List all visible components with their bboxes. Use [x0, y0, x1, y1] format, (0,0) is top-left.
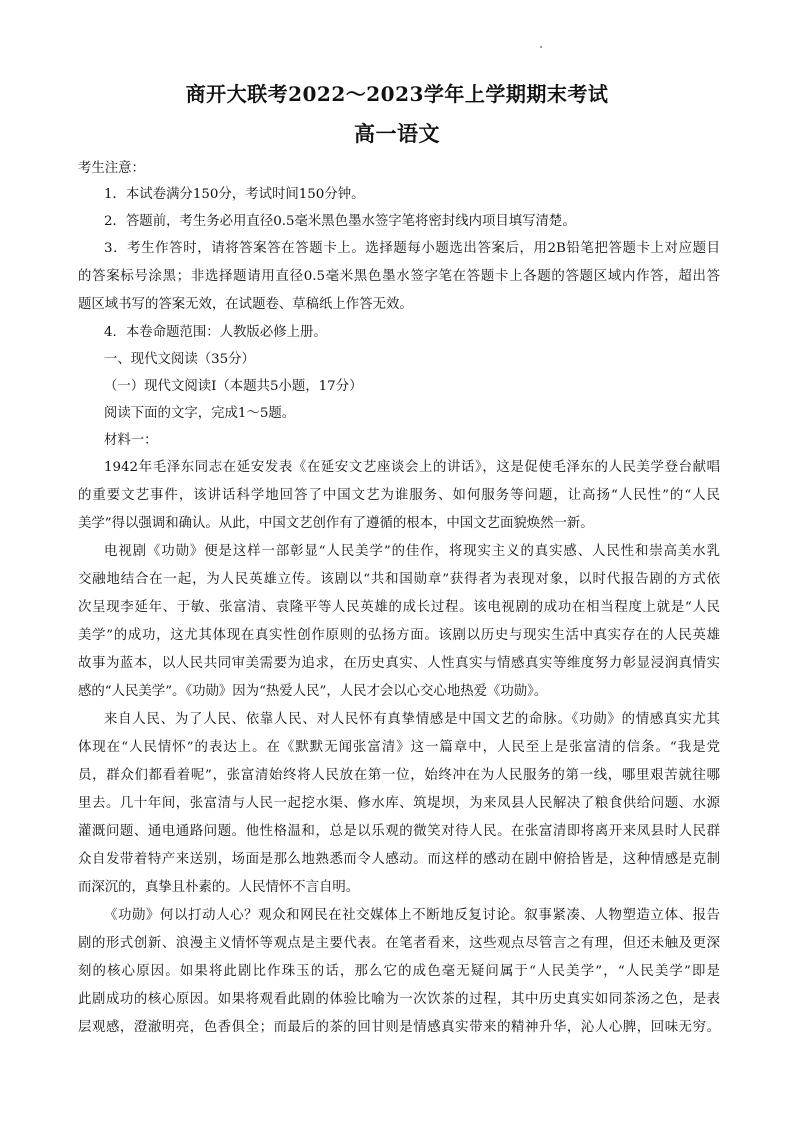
exam-title: 商开大联考2022～2023学年上学期期末考试: [185, 82, 609, 106]
passage-line: 来自人民、为了人民、依靠人民、对人民怀有真挚情感是中国文艺的命脉。《功勋》的情感真实尤其: [104, 712, 720, 727]
note-item-1: 1．本试卷满分150分，考试时间150分钟。: [104, 187, 365, 202]
scan-mark: [540, 46, 542, 48]
note-item-3-line: 的答案标号涂黑；非选择题请用直径0.5毫米黑色墨水签字笔在答题卡上各题的答题区域内作答，超出答: [78, 269, 720, 284]
passage-line: 交融地结合在一起，为人民英雄立传。该剧以“共和国勋章”获得者为表现对象，以时代报告剧的方式依: [78, 572, 720, 587]
passage-line: 体现在“人民情怀”的表达上。在《默默无闻张富清》这一篇章中，人民至上是张富清的信条。“我是党: [78, 740, 720, 755]
subsection-heading: （一）现代文阅读Ⅰ（本题共5小题，17分）: [104, 379, 363, 394]
note-item-3-line: 题区域书写的答案无效，在试题卷、草稿纸上作答无效。: [78, 297, 413, 312]
passage-line: 的重要文艺事件，该讲话科学地回答了中国文艺为谁服务、如何服务等问题，让高扬“人民性”的“人民: [78, 488, 720, 503]
passage-line: 层观感，澄澈明亮，色香俱全；而最后的茶的回甘则是情感真实带来的精神升华，沁人心脾，回味无穷。: [78, 1020, 720, 1035]
passage-line: 次呈现李延年、于敏、张富清、袁隆平等人民英雄的成长过程。该电视剧的成功在相当程度上就是“人民: [78, 600, 720, 615]
passage-line: 灌溉问题、通电通路问题。他性格温和，总是以乐观的微笑对待人民。在张富清即将离开来凤县时人民群: [78, 824, 720, 839]
passage-line: 此剧成功的核心原因。如果将观看此剧的体验比喻为一次饮茶的过程，其中历史真实如同茶汤之色，是表: [78, 992, 720, 1007]
passage-line: 感的“人民美学”。《功勋》因为“热爱人民”，人民才会以心交心地热爱《功勋》。: [78, 684, 548, 699]
passage-line: 众自发带着特产来送别，场面是那么地熟悉而令人感动。而这样的感动在剧中俯拾皆是，这种情感是克制: [78, 852, 720, 867]
passage-line: 故事为蓝本，以人民共同审美需要为追求，在历史真实、人性真实与情感真实等维度努力彰显浸润真情实: [78, 656, 720, 671]
notes-heading: 考生注意：: [78, 161, 145, 176]
passage-line: 里去。几十年间，张富清与人民一起挖水渠、修水库、筑堤坝，为来凤县人民解决了粮食供给问题、水源: [78, 796, 720, 811]
passage-line: 员，群众们都看着呢”，张富清始终将人民放在第一位，始终冲在为人民服务的第一线，哪里艰苦就往哪: [78, 768, 720, 783]
material-label: 材料一：: [104, 433, 158, 448]
passage-line: 《功勋》何以打动人心？观众和网民在社交媒体上不断地反复讨论。叙事紧凑、人物塑造立体、报告: [104, 908, 720, 923]
passage-line: 电视剧《功勋》便是这样一部彰显“人民美学”的佳作，将现实主义的真实感、人民性和崇高美水乳: [104, 544, 720, 559]
passage-line: 美学”的成功，这尤其体现在真实性创作原则的弘扬方面。该剧以历史与现实生活中真实存在的人民英雄: [78, 628, 720, 643]
passage-line: 剧的形式创新、浪漫主义情怀等观点是主要代表。在笔者看来，这些观点尽管言之有理，但还未触及更深: [78, 936, 720, 951]
passage-line: 美学”得以强调和确认。从此，中国文艺创作有了遵循的根本，中国文艺面貌焕然一新。: [78, 516, 594, 531]
note-item-3-line: 3．考生作答时，请将答案答在答题卡上。选择题每小题选出答案后，用2B铅笔把答题卡上对应题目: [104, 241, 720, 256]
passage-line: 而深沉的，真挚且朴素的。人民情怀不言自明。: [78, 880, 360, 895]
note-item-2: 2．答题前，考生务必用直径0.5毫米黑色墨水签字笔将密封线内项目填写清楚。: [104, 214, 576, 229]
passage-line: 刻的核心原因。如果将此剧比作珠玉的话，那么它的成色毫无疑问属于“人民美学”，“人民美学”即是: [78, 964, 720, 979]
exam-subject: 高一语文: [354, 121, 440, 146]
reading-instruction: 阅读下面的文字，完成1～5题。: [104, 406, 296, 421]
section-heading: 一、现代文阅读（35分）: [104, 352, 255, 367]
passage-line: 1942年毛泽东同志在延安发表《在延安文艺座谈会上的讲话》，这是促使毛泽东的人民美学登台献唱: [104, 460, 720, 475]
note-item-4: 4．本卷命题范围：人教版必修上册。: [104, 325, 327, 340]
